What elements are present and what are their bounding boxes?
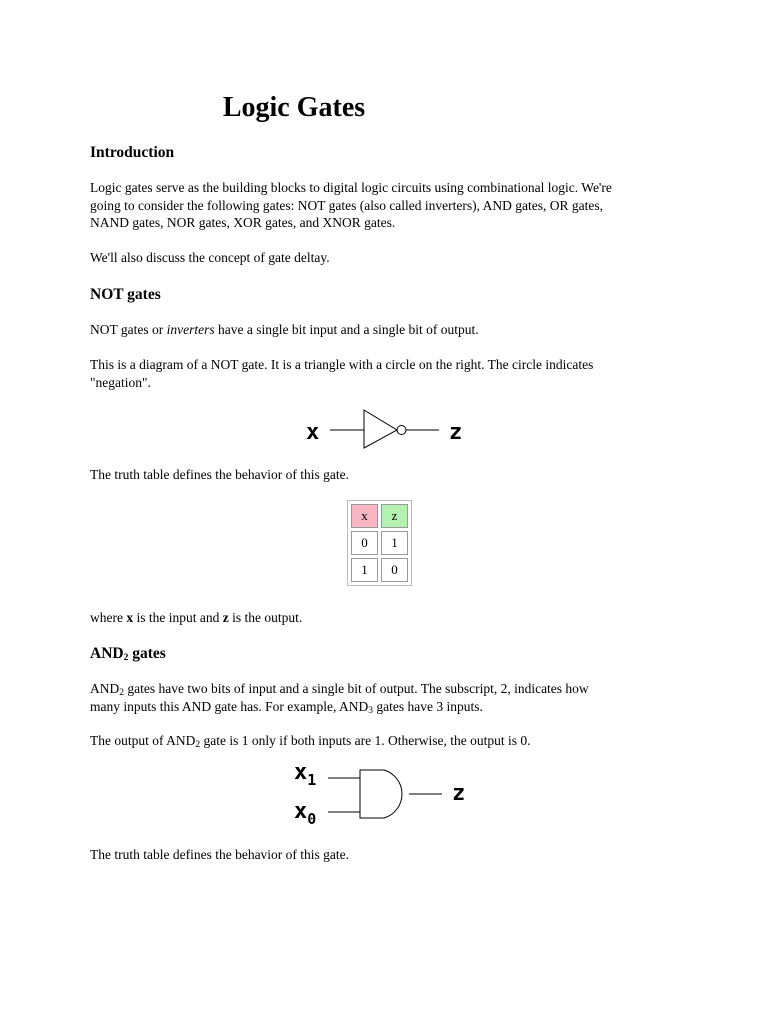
and-intro-text-a: AND	[90, 681, 120, 696]
gate-delay-paragraph: We'll also discuss the concept of gate deltay.	[90, 250, 330, 265]
and3-subscript: 3	[368, 705, 373, 716]
not-intro-paragraph	[90, 321, 690, 339]
table-row	[351, 531, 408, 555]
intro-line-2: going to consider the following gates: NOT gates (also called inverters), AND gates, OR gates,	[90, 197, 604, 213]
and-gate-output-label: z	[452, 781, 466, 806]
and-intro-text-b: gates have two bits of input and a single bit of output. The subscript, 2, indicates how	[124, 681, 589, 696]
and-heading-subscript: 2	[123, 653, 129, 663]
truth-table-intro: The truth table defines the behavior of this gate.	[90, 467, 350, 482]
not-diagram-description	[90, 356, 690, 391]
io-z-bold: z	[222, 610, 229, 625]
and-gate-input-x0-label	[294, 799, 316, 828]
page-title: Logic Gates	[222, 92, 366, 123]
io-text-b: is the input and	[133, 610, 223, 625]
io-text-c: is the output.	[228, 610, 303, 625]
truth-table-header-row	[351, 504, 408, 528]
not-gate-input-label: x	[306, 420, 320, 445]
and-gates-heading	[90, 645, 166, 663]
and-gate-body	[360, 770, 402, 818]
x0-main: x	[294, 799, 308, 824]
not-description-line-2: "negation".	[90, 374, 151, 390]
x1-main: x	[294, 760, 308, 785]
header-z: z	[381, 504, 408, 528]
x0-subscript: 0	[307, 810, 317, 828]
io-x-bold: x	[126, 610, 134, 625]
and-heading-rest: gates	[128, 645, 166, 662]
and-truth-table-intro: The truth table defines the behavior of this gate.	[90, 847, 350, 862]
and-gate-diagram	[292, 758, 482, 830]
not-description-line-1: This is a diagram of a NOT gate. It is a triangle with a circle on the right. The circle indicates	[90, 357, 594, 372]
and-rule-text-b: gate is 1 only if both inputs are 1. Otherwise, the output is 0.	[200, 733, 531, 748]
and-rule-subscript: 2	[195, 740, 201, 750]
intro-paragraph	[90, 179, 690, 232]
introduction-heading: Introduction	[90, 144, 175, 161]
intro-line-3: NAND gates, NOR gates, XOR gates, and XNOR gates.	[90, 215, 396, 230]
and-intro-paragraph	[90, 680, 690, 715]
not-gates-heading: NOT gates	[90, 286, 161, 303]
and-gate-input-x1-label	[294, 760, 316, 789]
not-intro-text-a: NOT gates or	[90, 322, 167, 337]
and-rule-text-a: The output of AND	[90, 733, 196, 748]
header-x: x	[351, 504, 378, 528]
table-cell: 0	[351, 531, 378, 555]
io-explanation	[90, 609, 690, 627]
x1-subscript: 1	[307, 771, 317, 789]
not-gate-output-label: z	[449, 420, 463, 445]
and-output-rule	[90, 732, 690, 750]
not-intro-text-b: have a single bit input and a single bit of output.	[214, 322, 479, 337]
intro-line-1: Logic gates serve as the building blocks to digital logic circuits using combinational logic. We're	[90, 180, 612, 195]
table-cell: 1	[351, 558, 378, 582]
table-cell: 1	[381, 531, 408, 555]
table-row	[351, 558, 408, 582]
and-intro-subscript: 2	[119, 688, 124, 698]
negation-bubble	[397, 426, 406, 435]
table-cell: 0	[381, 558, 408, 582]
and-intro-line2-b: gates have 3 inputs.	[372, 698, 483, 714]
and-heading-main: AND	[90, 645, 124, 662]
not-truth-table	[347, 500, 412, 586]
io-text-a: where	[90, 610, 127, 625]
inverters-emphasis: inverters	[166, 322, 215, 337]
not-gate-triangle	[364, 410, 397, 448]
and-intro-line2-a: many inputs this AND gate has. For example, AND	[90, 698, 369, 714]
not-gate-diagram	[304, 402, 464, 456]
